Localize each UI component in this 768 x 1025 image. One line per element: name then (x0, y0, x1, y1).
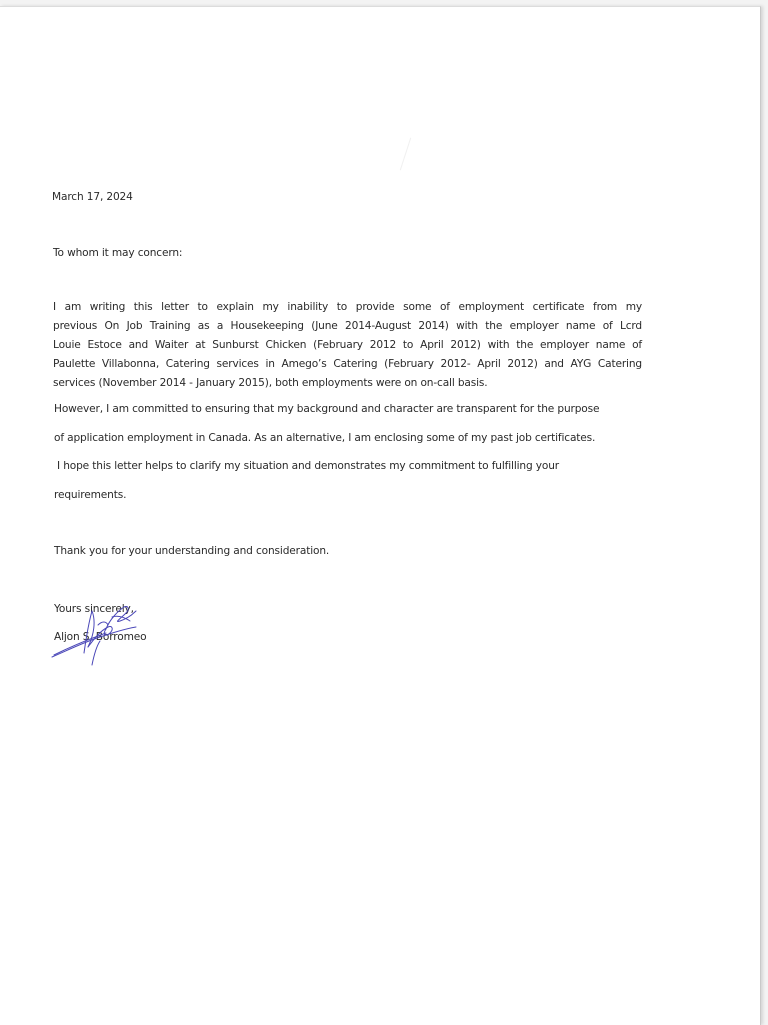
paragraph-1-line: Paulette Villabonna, Catering services in Amego’s Catering (February 2012- April 2012) and AYG Catering (53, 358, 642, 370)
closing-line: Yours sincerely, (54, 603, 134, 615)
signatory-name: Aljon S. Borromeo (54, 631, 147, 643)
paragraph-3-line: I hope this letter helps to clarify my situation and demonstrates my commitment to fulfilling your (57, 460, 559, 472)
letter-salutation: To whom it may concern: (53, 247, 183, 259)
paragraph-1 (53, 298, 642, 393)
paragraph-3-line: requirements. (54, 489, 127, 501)
paragraph-2-line: of application employment in Canada. As an alternative, I am enclosing some of my past job certificates. (54, 432, 596, 444)
scan-artifact (400, 138, 411, 171)
thanks-line: Thank you for your understanding and consideration. (54, 545, 330, 557)
paragraph-1-line: services (November 2014 - January 2015), both employments were on on-call basis. (53, 377, 488, 389)
letter-page (0, 6, 761, 1025)
paragraph-1-line: I am writing this letter to explain my inability to provide some of employment certificate from my (53, 301, 642, 313)
paragraph-2-line: However, I am committed to ensuring that my background and character are transparent for the purpose (54, 403, 600, 415)
handwritten-signature-icon (48, 591, 168, 671)
paragraph-1-line: previous On Job Training as a Housekeeping (June 2014-August 2014) with the employer name of Lcrd (53, 320, 642, 332)
paragraph-1-line: Louie Estoce and Waiter at Sunburst Chicken (February 2012 to April 2012) with the employer name of (53, 339, 642, 351)
letter-date: March 17, 2024 (52, 191, 133, 203)
